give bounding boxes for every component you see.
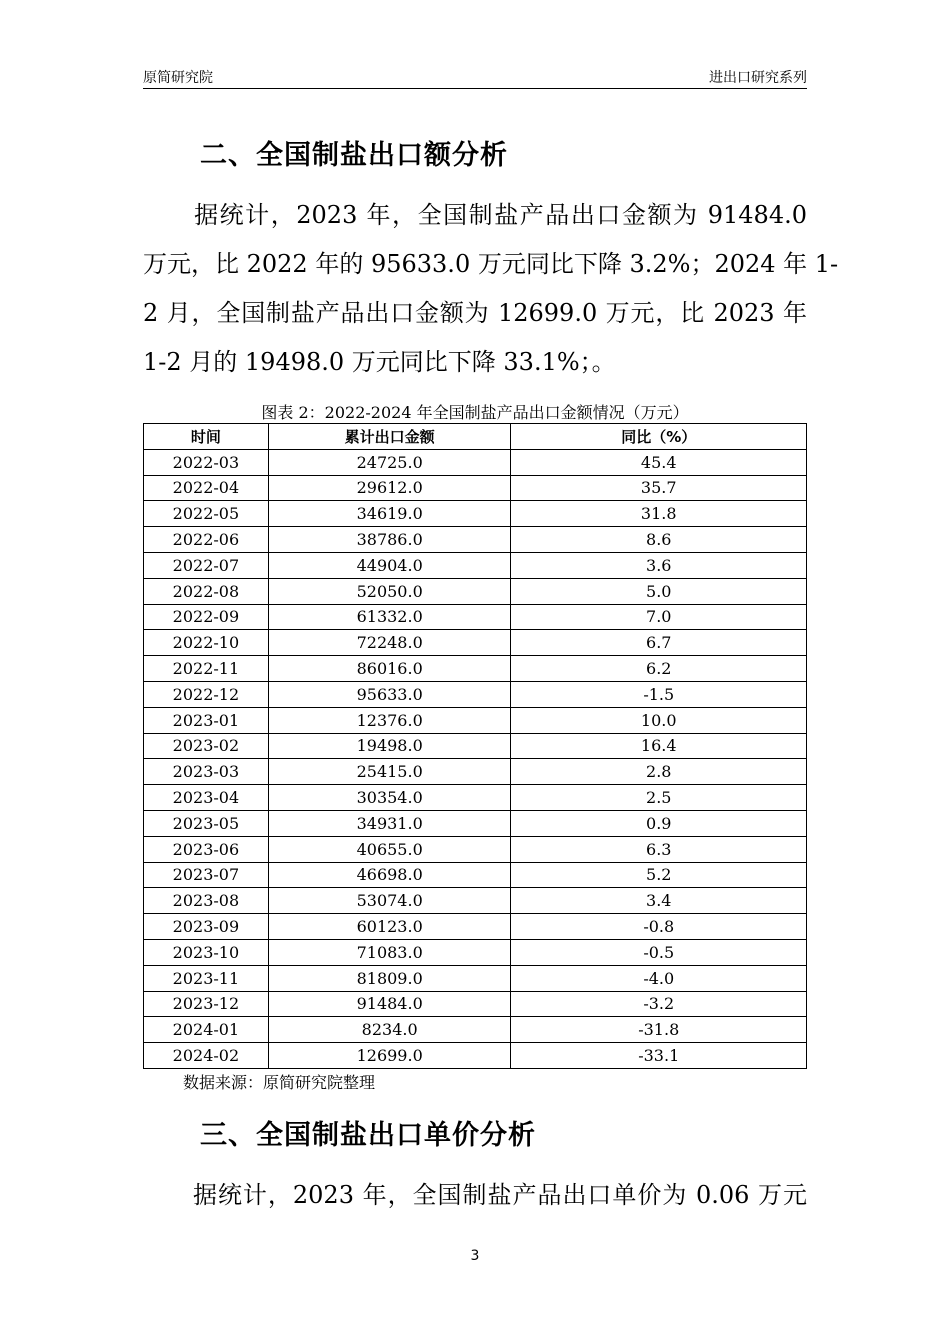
cell-amount: 81809.0 bbox=[268, 965, 511, 991]
table-row bbox=[144, 630, 807, 656]
table-body bbox=[144, 449, 807, 1068]
cell-amount: 38786.0 bbox=[268, 527, 511, 553]
cell-yoy: 0.9 bbox=[511, 810, 807, 836]
cell-yoy: 31.8 bbox=[511, 501, 807, 527]
cell-yoy: -4.0 bbox=[511, 965, 807, 991]
paragraph-line: 据统计，2023 年，全国制盐产品出口单价为 0.06 万元 bbox=[143, 1181, 807, 1209]
table-row bbox=[144, 1043, 807, 1069]
table-row bbox=[144, 991, 807, 1017]
cell-time: 2023-08 bbox=[144, 888, 269, 914]
cell-time: 2022-09 bbox=[144, 604, 269, 630]
cell-yoy: 6.3 bbox=[511, 836, 807, 862]
cell-yoy: 10.0 bbox=[511, 707, 807, 733]
cell-time: 2022-12 bbox=[144, 681, 269, 707]
table-row bbox=[144, 656, 807, 682]
cell-yoy: 2.5 bbox=[511, 785, 807, 811]
cell-amount: 19498.0 bbox=[268, 733, 511, 759]
cell-yoy: 45.4 bbox=[511, 449, 807, 475]
cell-time: 2023-02 bbox=[144, 733, 269, 759]
cell-time: 2022-08 bbox=[144, 578, 269, 604]
column-header-amount: 累计出口金额 bbox=[268, 424, 511, 450]
table-row bbox=[144, 785, 807, 811]
data-source-note: 数据来源：原简研究院整理 bbox=[183, 1073, 376, 1092]
cell-amount: 71083.0 bbox=[268, 939, 511, 965]
cell-yoy: 6.7 bbox=[511, 630, 807, 656]
cell-amount: 12376.0 bbox=[268, 707, 511, 733]
cell-yoy: -33.1 bbox=[511, 1043, 807, 1069]
cell-time: 2023-09 bbox=[144, 914, 269, 940]
table-row bbox=[144, 552, 807, 578]
cell-yoy: -1.5 bbox=[511, 681, 807, 707]
cell-amount: 40655.0 bbox=[268, 836, 511, 862]
cell-time: 2022-11 bbox=[144, 656, 269, 682]
header-org-name: 原简研究院 bbox=[143, 70, 213, 86]
cell-amount: 52050.0 bbox=[268, 578, 511, 604]
cell-amount: 29612.0 bbox=[268, 475, 511, 501]
cell-amount: 34619.0 bbox=[268, 501, 511, 527]
section2-heading: 二、全国制盐出口额分析 bbox=[200, 140, 508, 171]
cell-yoy: 2.8 bbox=[511, 759, 807, 785]
table-header-row bbox=[144, 424, 807, 450]
table-row bbox=[144, 501, 807, 527]
header-series-name: 进出口研究系列 bbox=[709, 70, 807, 86]
cell-time: 2024-02 bbox=[144, 1043, 269, 1069]
cell-yoy: 8.6 bbox=[511, 527, 807, 553]
paragraph-line: 据统计，2023 年，全国制盐产品出口金额为 91484.0 bbox=[143, 201, 807, 229]
cell-time: 2023-10 bbox=[144, 939, 269, 965]
cell-yoy: -0.5 bbox=[511, 939, 807, 965]
cell-amount: 61332.0 bbox=[268, 604, 511, 630]
cell-time: 2022-03 bbox=[144, 449, 269, 475]
cell-amount: 34931.0 bbox=[268, 810, 511, 836]
table-row bbox=[144, 707, 807, 733]
cell-time: 2022-06 bbox=[144, 527, 269, 553]
table-caption: 图表 2：2022-2024 年全国制盐产品出口金额情况（万元） bbox=[261, 403, 689, 422]
cell-time: 2023-04 bbox=[144, 785, 269, 811]
section2-paragraph bbox=[143, 191, 839, 387]
table-row bbox=[144, 578, 807, 604]
cell-amount: 30354.0 bbox=[268, 785, 511, 811]
cell-yoy: 5.2 bbox=[511, 862, 807, 888]
table-row bbox=[144, 965, 807, 991]
table-row bbox=[144, 604, 807, 630]
cell-amount: 8234.0 bbox=[268, 1017, 511, 1043]
cell-amount: 86016.0 bbox=[268, 656, 511, 682]
cell-time: 2023-07 bbox=[144, 862, 269, 888]
paragraph-line: 万元，比 2022 年的 95633.0 万元同比下降 3.2%；2024 年 1- bbox=[143, 250, 839, 278]
cell-time: 2022-05 bbox=[144, 501, 269, 527]
cell-time: 2022-07 bbox=[144, 552, 269, 578]
page-header bbox=[143, 62, 807, 89]
cell-yoy: 7.0 bbox=[511, 604, 807, 630]
cell-time: 2022-04 bbox=[144, 475, 269, 501]
cell-time: 2023-12 bbox=[144, 991, 269, 1017]
cell-time: 2022-10 bbox=[144, 630, 269, 656]
cell-yoy: -31.8 bbox=[511, 1017, 807, 1043]
table-row bbox=[144, 681, 807, 707]
cell-yoy: 3.6 bbox=[511, 552, 807, 578]
cell-yoy: -0.8 bbox=[511, 914, 807, 940]
table-row bbox=[144, 1017, 807, 1043]
cell-time: 2024-01 bbox=[144, 1017, 269, 1043]
table-row bbox=[144, 914, 807, 940]
cell-amount: 72248.0 bbox=[268, 630, 511, 656]
column-header-yoy: 同比（%） bbox=[511, 424, 807, 450]
table-row bbox=[144, 733, 807, 759]
cell-time: 2023-11 bbox=[144, 965, 269, 991]
export-amount-table bbox=[143, 423, 807, 1069]
section3-paragraph bbox=[143, 1171, 807, 1220]
cell-amount: 46698.0 bbox=[268, 862, 511, 888]
table-row bbox=[144, 475, 807, 501]
cell-time: 2023-03 bbox=[144, 759, 269, 785]
table-row bbox=[144, 939, 807, 965]
cell-time: 2023-01 bbox=[144, 707, 269, 733]
table-row bbox=[144, 888, 807, 914]
table-row bbox=[144, 836, 807, 862]
cell-yoy: 6.2 bbox=[511, 656, 807, 682]
cell-yoy: 16.4 bbox=[511, 733, 807, 759]
paragraph-line: 2 月，全国制盐产品出口金额为 12699.0 万元，比 2023 年 bbox=[143, 299, 807, 327]
cell-yoy: 3.4 bbox=[511, 888, 807, 914]
table-row bbox=[144, 862, 807, 888]
paragraph-line: 1-2 月的 19498.0 万元同比下降 33.1%；。 bbox=[143, 348, 616, 376]
section3-heading: 三、全国制盐出口单价分析 bbox=[200, 1120, 536, 1151]
cell-time: 2023-05 bbox=[144, 810, 269, 836]
cell-amount: 60123.0 bbox=[268, 914, 511, 940]
table-row bbox=[144, 810, 807, 836]
cell-amount: 95633.0 bbox=[268, 681, 511, 707]
cell-time: 2023-06 bbox=[144, 836, 269, 862]
column-header-time: 时间 bbox=[144, 424, 269, 450]
cell-yoy: 35.7 bbox=[511, 475, 807, 501]
table-row bbox=[144, 527, 807, 553]
table-row bbox=[144, 759, 807, 785]
page-number: 3 bbox=[470, 1248, 480, 1264]
cell-amount: 53074.0 bbox=[268, 888, 511, 914]
cell-amount: 24725.0 bbox=[268, 449, 511, 475]
cell-yoy: 5.0 bbox=[511, 578, 807, 604]
cell-amount: 25415.0 bbox=[268, 759, 511, 785]
table-row bbox=[144, 449, 807, 475]
cell-amount: 12699.0 bbox=[268, 1043, 511, 1069]
cell-amount: 91484.0 bbox=[268, 991, 511, 1017]
cell-amount: 44904.0 bbox=[268, 552, 511, 578]
cell-yoy: -3.2 bbox=[511, 991, 807, 1017]
